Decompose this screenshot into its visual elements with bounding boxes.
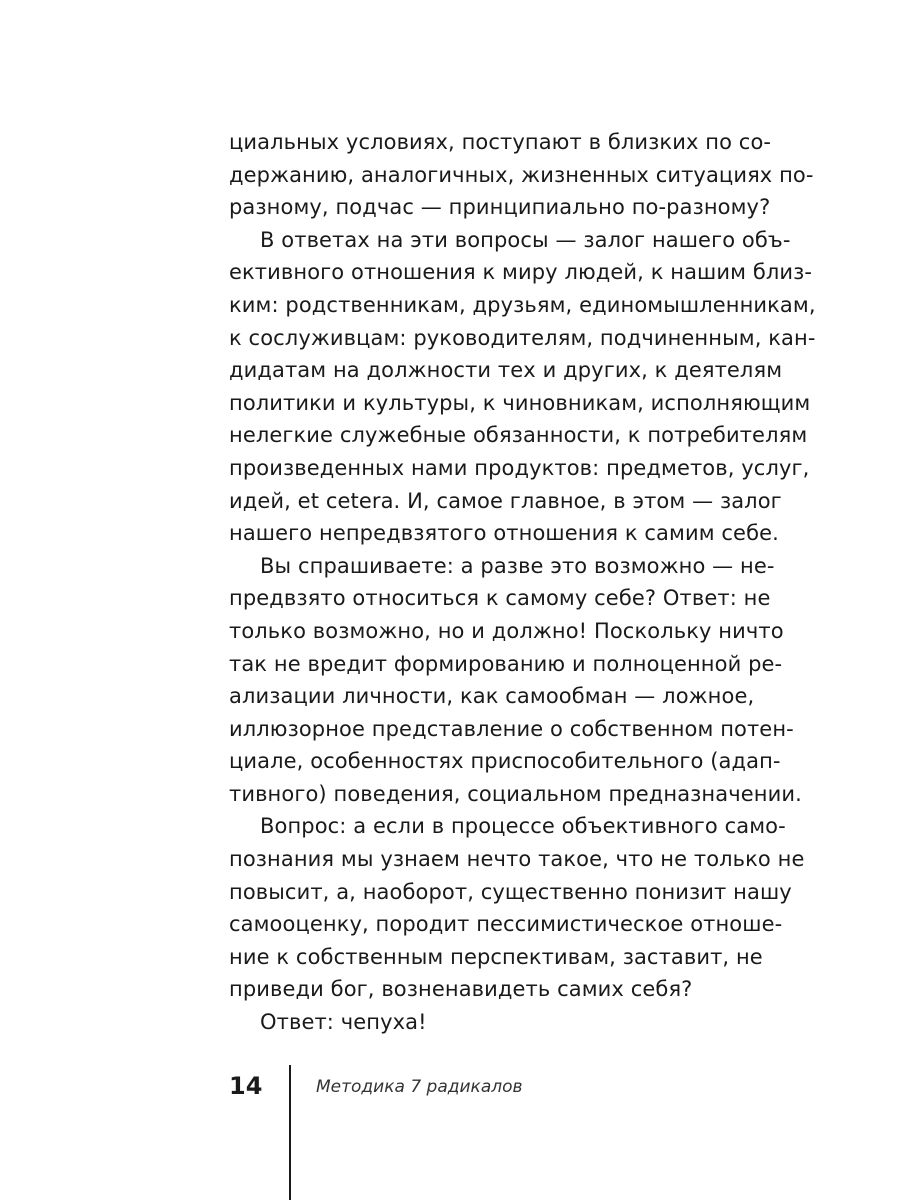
text-line: только возможно, но и должно! Поскольку ничто <box>229 618 784 643</box>
text-line: дидатам на должности тех и других, к деятелям <box>229 358 783 383</box>
paragraph-1 <box>229 126 814 224</box>
text-line: ние к собственным перспективам, заставит, не <box>229 944 763 969</box>
footer-divider <box>289 1065 291 1200</box>
text-line: тивного) поведения, социальном предназначении. <box>229 781 802 806</box>
paragraph-4 <box>229 810 805 1006</box>
text-line: познания мы узнаем нечто такое, что не только не <box>229 847 805 872</box>
text-line: нелегкие служебные обязанности, к потребителям <box>229 423 808 448</box>
paragraph-3 <box>229 550 802 811</box>
text-line: произведенных нами продуктов: предметов, услуг, <box>229 455 810 480</box>
text-line: нашего непредвзятого отношения к самим себе. <box>229 521 779 546</box>
text-line: политики и культуры, к чиновникам, исполняющим <box>229 390 811 415</box>
text-line: приведи бог, возненавидеть самих себя? <box>229 977 693 1002</box>
running-title: Методика 7 радикалов <box>316 1077 523 1097</box>
text-line: циальных условиях, поступают в близких по со- <box>229 130 772 154</box>
text-line: идей, et cetera. И, самое главное, в этом — залог <box>229 488 782 513</box>
text-line: предвзято относиться к самому себе? Ответ: не <box>229 586 771 611</box>
text-line: разному, подчас — принципиально по-разному? <box>229 195 771 220</box>
page-number: 14 <box>229 1072 263 1100</box>
text-line: ективного отношения к миру людей, к нашим близ- <box>229 260 813 285</box>
paragraph-5 <box>229 1006 736 1039</box>
text-line: циале, особенностях приспособительного (адап- <box>229 749 781 774</box>
text-line: к сослуживцам: руководителям, подчиненным, кан- <box>229 325 816 350</box>
text-line: Вопрос: а если в процессе объективного само- <box>260 814 786 839</box>
text-line: самооценку, породит пессимистическое отноше- <box>229 912 783 937</box>
text-line: так не вредит формированию и полноценной ре- <box>229 651 783 676</box>
text-line: ализации личности, как самообман — ложное, <box>229 684 755 709</box>
text-line: Вы спрашиваете: а разве это возможно — не- <box>260 553 775 578</box>
body-text <box>229 126 816 1039</box>
text-line: иллюзорное представление о собственном потен- <box>229 716 794 741</box>
text-line: держанию, аналогичных, жизненных ситуациях по- <box>229 162 814 187</box>
text-line: Ответ: чепуха! <box>260 1010 427 1035</box>
text-line: В ответах на эти вопросы — залог нашего объ- <box>260 227 791 252</box>
text-line: ким: родственникам, друзьям, единомышленникам, <box>229 292 816 317</box>
text-line: повысит, а, наоборот, существенно понизит нашу <box>229 879 792 904</box>
paragraph-2 <box>229 224 816 550</box>
